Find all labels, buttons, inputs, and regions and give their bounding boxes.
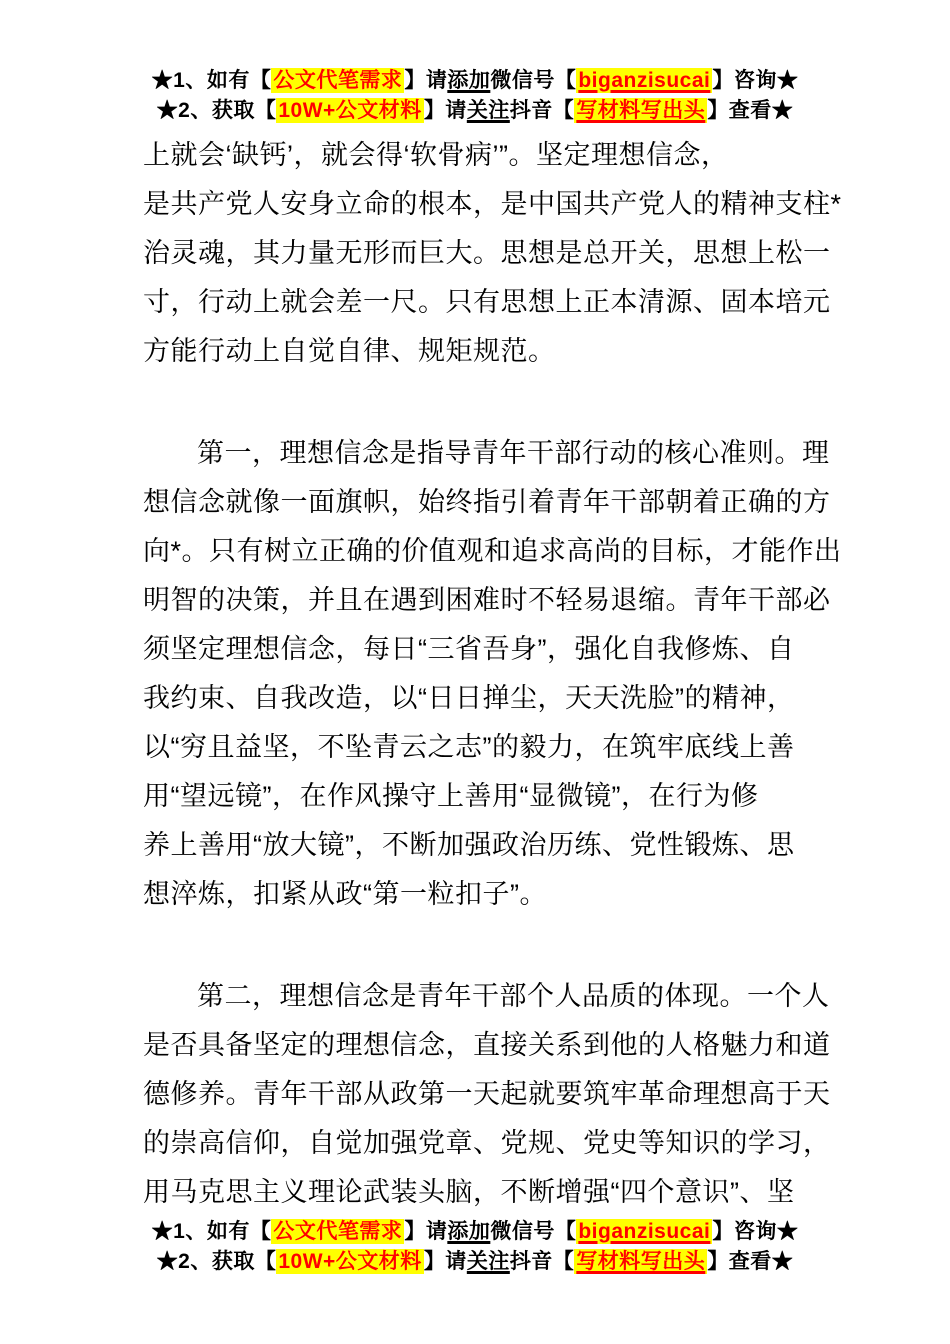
promo-text: ★1、如有【 — [151, 69, 272, 92]
promo-banner-top — [0, 66, 950, 126]
document-body — [143, 131, 863, 1270]
promo-text: 抖音【 — [509, 99, 575, 122]
promo-add-underline: 添加 — [447, 69, 491, 92]
promo-highlight-service: 公文代笔需求 — [273, 1220, 403, 1243]
text-line: 的崇高信仰，自觉加强党章、党规、党史等知识的学习， — [143, 1128, 831, 1158]
promo-highlight-service: 公文代笔需求 — [273, 69, 403, 92]
promo-text: 】查看★ — [707, 99, 794, 122]
paragraph-3 — [143, 972, 863, 1217]
promo-text: ★2、获取【 — [156, 99, 277, 122]
promo-text: 】咨询★ — [712, 1220, 799, 1243]
text-line: 治灵魂，其力量无形而巨大。思想是总开关，思想上松一 — [143, 238, 831, 268]
promo-banner-bottom — [0, 1217, 950, 1277]
promo-line-1 — [0, 1217, 950, 1247]
text-line: 寸，行动上就会差一尺。只有思想上正本清源、固本培元 — [143, 287, 831, 317]
text-line: 向*。只有树立正确的价值观和追求高尚的目标，才能作出 — [143, 536, 842, 566]
text-line: 须坚定理想信念，每日“三省吾身”，强化自我修炼、自 — [143, 634, 795, 664]
text-line: 第一，理想信念是指导青年干部行动的核心准则。理 — [197, 438, 830, 468]
text-line: 用马克思主义理论武装头脑，不断增强“四个意识”、坚 — [143, 1177, 795, 1207]
text-line: 德修养。青年干部从政第一天起就要筑牢革命理想高于天 — [143, 1079, 831, 1109]
text-line: 是共产党人安身立命的根本，是中国共产党人的精神支柱* — [143, 189, 842, 219]
promo-text: 】查看★ — [707, 1250, 794, 1273]
text-line: 上就会‘缺钙’，就会得‘软骨病’”。坚定理想信念， — [143, 140, 729, 170]
promo-text: 微信号【 — [490, 1220, 577, 1243]
promo-line-2 — [0, 96, 950, 126]
text-line: 以“穷且益坚，不坠青云之志”的毅力，在筑牢底线上善 — [143, 732, 795, 762]
promo-text: 微信号【 — [490, 69, 577, 92]
promo-add-underline: 添加 — [447, 1220, 491, 1243]
promo-text: ★1、如有【 — [151, 1220, 272, 1243]
paragraph-1 — [143, 131, 863, 376]
text-line: 我约束、自我改造，以“日日掸尘，天天洗脸”的精神， — [143, 683, 795, 713]
promo-text: 】请 — [423, 1250, 467, 1273]
text-line: 是否具备坚定的理想信念，直接关系到他的人格魅力和道 — [143, 1030, 831, 1060]
promo-line-2 — [0, 1247, 950, 1277]
promo-text: 】请 — [423, 99, 467, 122]
text-line: 明智的决策，并且在遇到困难时不轻易退缩。青年干部必 — [143, 585, 831, 615]
text-line: 想信念就像一面旗帜，始终指引着青年干部朝着正确的方 — [143, 487, 831, 517]
promo-follow-underline: 关注 — [466, 99, 510, 122]
promo-highlight-materials: 10W+公文材料 — [278, 1250, 422, 1273]
promo-highlight-materials: 10W+公文材料 — [278, 99, 422, 122]
promo-follow-underline: 关注 — [466, 1250, 510, 1273]
promo-douyin-id: 写材料写出头 — [576, 99, 706, 122]
text-line: 想淬炼，扣紧从政“第一粒扣子”。 — [143, 879, 547, 909]
paragraph-2 — [143, 429, 863, 919]
promo-text: 抖音【 — [509, 1250, 575, 1273]
text-line: 养上善用“放大镜”，不断加强政治历练、党性锻炼、思 — [143, 830, 795, 860]
promo-text: ★2、获取【 — [156, 1250, 277, 1273]
text-line: 方能行动上自觉自律、规矩规范。 — [143, 336, 556, 366]
promo-text: 】请 — [404, 69, 448, 92]
promo-wechat-id: biganzisucai — [578, 69, 711, 92]
promo-line-1 — [0, 66, 950, 96]
text-line: 第二，理想信念是青年干部个人品质的体现。一个人 — [197, 981, 830, 1011]
promo-text: 】咨询★ — [712, 69, 799, 92]
promo-text: 】请 — [404, 1220, 448, 1243]
promo-douyin-id: 写材料写出头 — [576, 1250, 706, 1273]
promo-wechat-id: biganzisucai — [578, 1220, 711, 1243]
text-line: 用“望远镜”，在作风操守上善用“显微镜”，在行为修 — [143, 781, 759, 811]
